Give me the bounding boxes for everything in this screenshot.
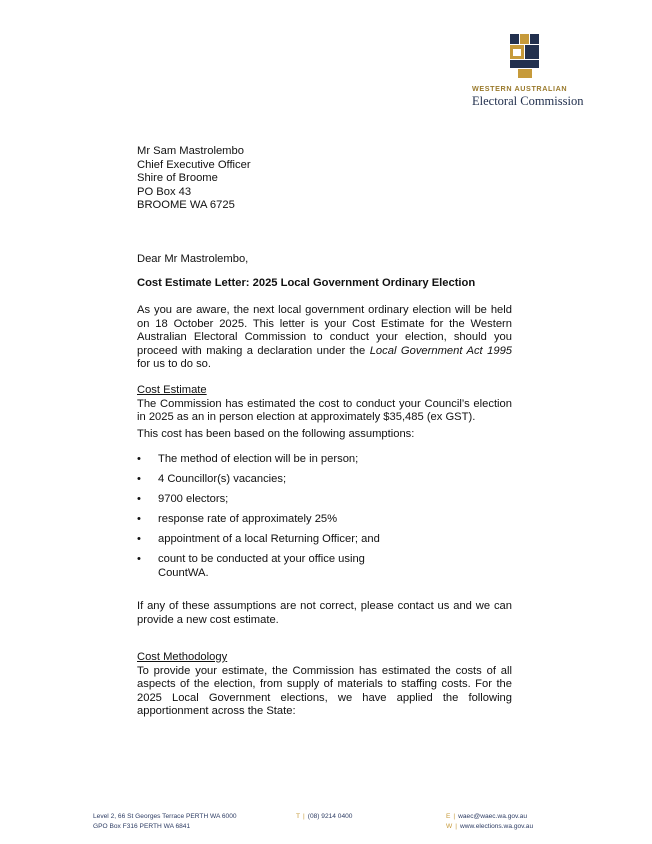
address-line: BROOME WA 6725	[137, 199, 235, 212]
list-item	[137, 553, 373, 580]
bullet-icon: •	[137, 553, 141, 565]
contact-paragraph: If any of these assumptions are not correct, please contact us and we can provide a new cost estimate.	[137, 600, 512, 626]
list-item-text: count to be conducted at your office using CountWA.	[158, 553, 365, 579]
letter-footer	[93, 812, 553, 832]
email-link[interactable]: waec@waec.wa.gov.au	[458, 813, 528, 820]
logo-text-line2: Electoral Commission	[472, 94, 584, 108]
footer-address	[93, 812, 237, 832]
list-item	[137, 533, 512, 547]
list-item-text: response rate of approximately 25%	[158, 513, 338, 525]
separator: |	[455, 823, 457, 830]
list-item	[137, 473, 512, 487]
act-name: Local Government Act 1995	[369, 344, 513, 357]
footer-contact	[446, 812, 533, 832]
address-line: Shire of Broome	[137, 172, 218, 185]
logo-text-line1: WESTERN AUSTRALIAN	[472, 84, 568, 93]
intro-text: As you are aware, the next local government ordinary election will be held on 18 October 2025. This letter is your Cost Estimate for the Western Australian Electoral Commission to conduct your election, should you proceed with making a declaration under the	[137, 304, 512, 357]
separator: |	[303, 813, 305, 820]
intro-paragraph	[137, 304, 512, 372]
list-item	[137, 513, 512, 527]
letter-subject: Cost Estimate Letter: 2025 Local Government Ordinary Election	[137, 277, 476, 289]
cost-estimate-text: The Commission has estimated the cost to conduct your Council’s election in 2025 as an in person election at approximately $35,485 (ex GST).	[137, 397, 512, 424]
waec-emblem-icon	[510, 34, 540, 78]
list-item-text: The method of election will be in person;	[158, 453, 359, 465]
cost-methodology-text: To provide your estimate, the Commission has estimated the costs of all aspects of the election, from supply of materials to staffing costs. For the 2025 Local Government elections, we have applied the following apportionment across the State:	[137, 664, 512, 718]
web-key: W	[446, 823, 453, 830]
cost-methodology-section	[137, 651, 512, 719]
footer-phone	[296, 812, 352, 822]
list-item-text: 4 Councillor(s) vacancies;	[158, 473, 287, 485]
website-link[interactable]: www.elections.wa.gov.au	[459, 823, 534, 830]
address-line: Chief Executive Officer	[137, 158, 251, 171]
salutation: Dear Mr Mastrolembo,	[137, 253, 249, 265]
phone-key: T	[296, 813, 301, 820]
address-line: PO Box 43	[137, 185, 192, 198]
cost-methodology-heading: Cost Methodology	[137, 651, 228, 663]
phone-number: (08) 9214 0400	[307, 813, 353, 820]
bullet-icon: •	[137, 473, 141, 485]
cost-estimate-heading: Cost Estimate	[137, 384, 207, 396]
bullet-icon: •	[137, 453, 141, 465]
cost-estimate-section	[137, 384, 512, 425]
bullet-icon: •	[137, 513, 141, 525]
email-key: E	[446, 813, 451, 820]
list-item-text: appointment of a local Returning Officer; and	[158, 533, 380, 545]
bullet-icon: •	[137, 493, 141, 505]
recipient-address	[137, 145, 251, 213]
list-item	[137, 493, 512, 507]
assumptions-intro: This cost has been based on the following assumptions:	[137, 428, 415, 440]
footer-address-line1: Level 2, 66 St Georges Terrace PERTH WA 6000	[93, 813, 237, 820]
bullet-icon: •	[137, 533, 141, 545]
footer-address-line2: GPO Box F316 PERTH WA 6841	[93, 823, 191, 830]
waec-logo	[472, 34, 592, 114]
address-line: Mr Sam Mastrolembo	[137, 145, 244, 157]
list-item	[137, 453, 512, 467]
separator: |	[453, 813, 456, 820]
intro-text-end: for us to do so.	[137, 358, 212, 371]
list-item-text: 9700 electors;	[158, 493, 229, 505]
